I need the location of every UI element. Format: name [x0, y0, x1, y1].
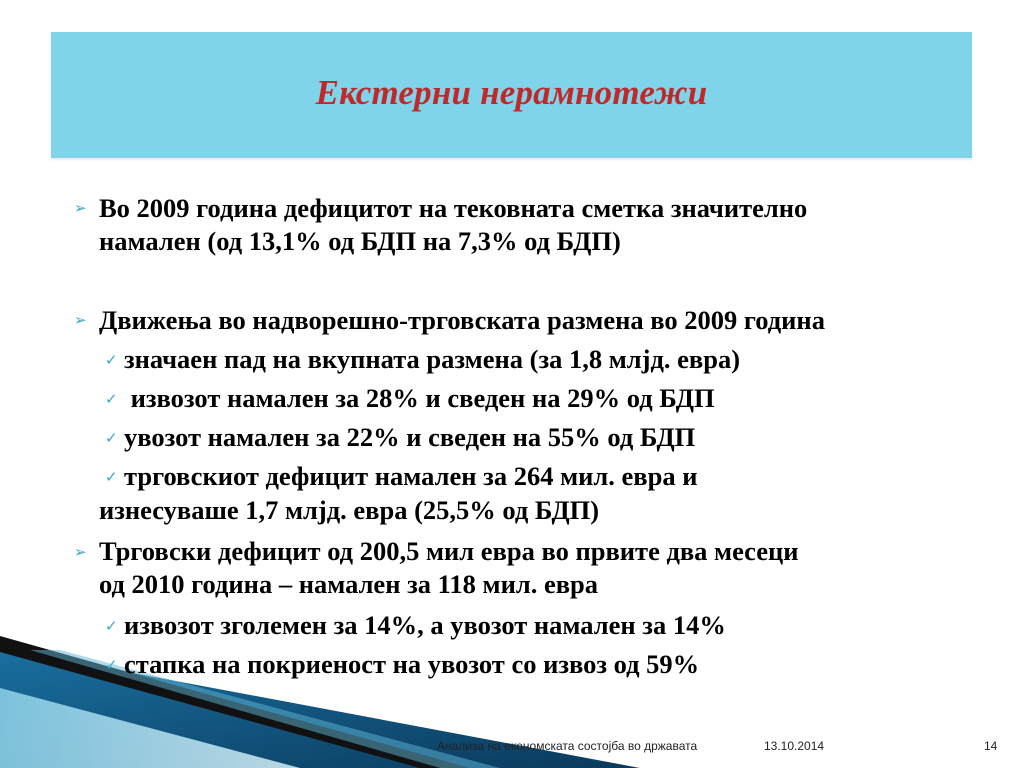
- slide-title: Екстерни нерамнотежи: [315, 73, 708, 112]
- bullet-1-line-2: намален (од 13,1% од БДП на 7,3% од БДП): [99, 226, 621, 256]
- arrow-bullet-icon: ➢: [74, 545, 87, 561]
- footer-date: 13.10.2014: [764, 739, 825, 753]
- check-bullet-icon: ✓: [105, 658, 118, 674]
- bullet-3-line-2: од 2010 година – намален за 118 мил. евра: [99, 569, 599, 599]
- bullet-3-sub-1: извозот зголемен за 14%, а увозот намален за 14%: [124, 610, 726, 640]
- bullet-2-line-1: Движења во надворешно-трговската размена во 2009 година: [99, 305, 825, 335]
- footer-caption: Анализа на економската состојба во државата: [437, 739, 698, 753]
- bullet-2-sub-4-line-1: трговскиот дефицит намален за 264 мил. евра и: [124, 461, 698, 491]
- check-bullet-icon: ✓: [105, 619, 118, 635]
- bullet-2-sub-4-line-2: изнесуваше 1,7 млјд. евра (25,5% од БДП): [99, 495, 600, 525]
- bullet-3-line-1: Трговски дефицит од 200,5 мил евра во првите два месеци: [99, 536, 799, 566]
- page-number: 14: [984, 739, 998, 753]
- check-bullet-icon: ✓: [105, 353, 118, 369]
- arrow-bullet-icon: ➢: [74, 313, 87, 329]
- arrow-bullet-icon: ➢: [74, 201, 87, 217]
- bullet-2-sub-3: увозот намален за 22% и сведен на 55% од БДП: [124, 422, 696, 452]
- bullet-2-sub-1: значаен пад на вкупната размена (за 1,8 млјд. евра): [124, 344, 741, 374]
- check-bullet-icon: ✓: [105, 431, 118, 447]
- bullet-1-line-1: Во 2009 година дефицитот на тековната сметка значително: [99, 193, 808, 223]
- bullet-3-sub-2: стапка на покриеност на увозот со извоз од 59%: [124, 649, 700, 679]
- check-bullet-icon: ✓: [105, 470, 118, 486]
- bullet-2-sub-2: извозот намален за 28% и сведен на 29% од БДП: [124, 383, 715, 413]
- check-bullet-icon: ✓: [105, 392, 118, 408]
